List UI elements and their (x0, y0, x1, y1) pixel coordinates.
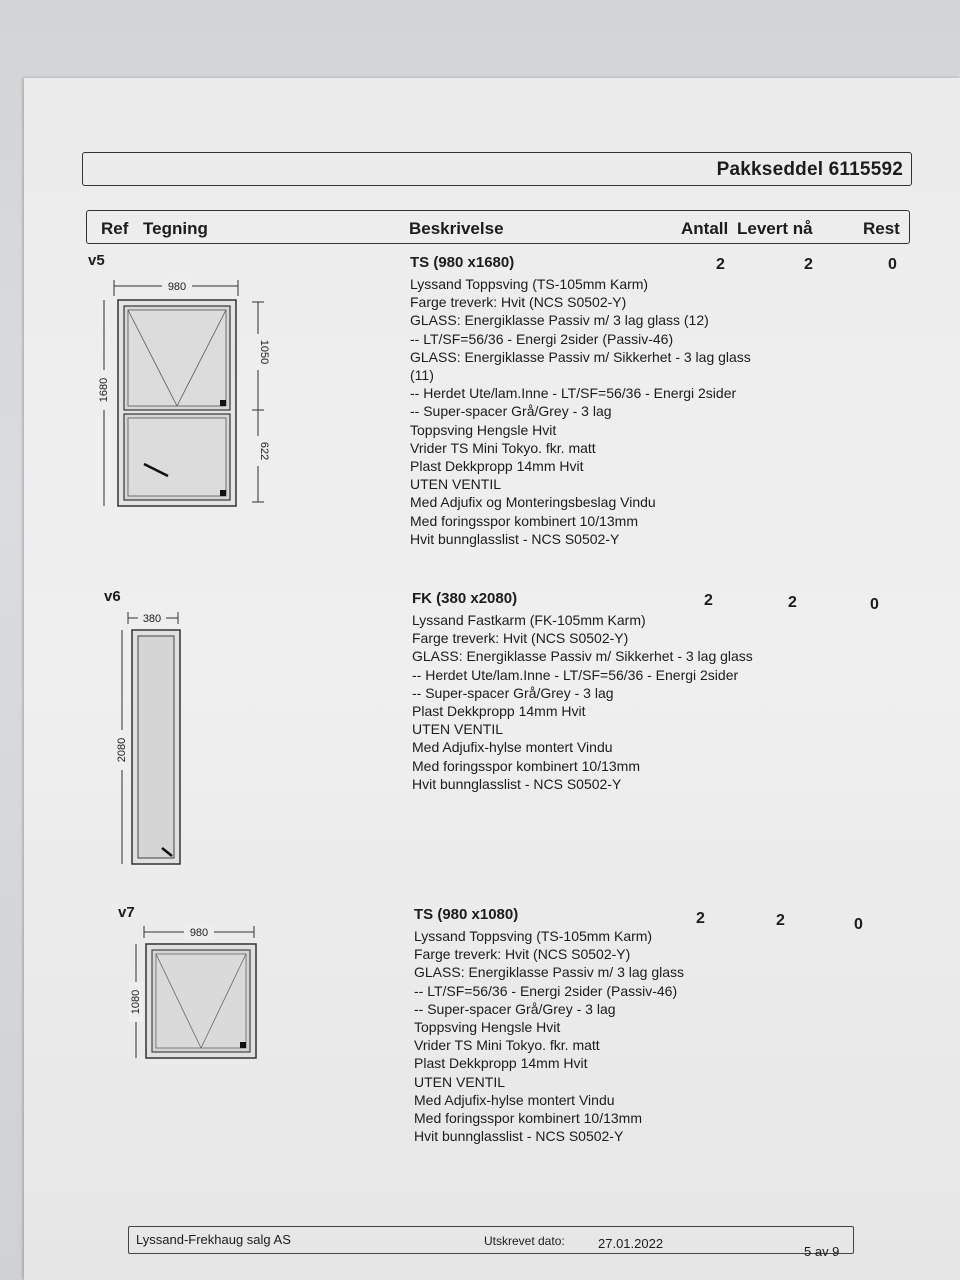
description-line: Lyssand Fastkarm (FK-105mm Karm) (412, 612, 646, 628)
description-line: Farge treverk: Hvit (NCS S0502-Y) (410, 294, 627, 311)
item-ref: v7 (118, 904, 135, 921)
description-line: Lyssand Toppsving (TS-105mm Karm) (414, 928, 653, 944)
description-line: UTEN VENTIL (412, 721, 504, 738)
qty-antall: 2 (696, 910, 705, 927)
description-line: GLASS: Energiklasse Passiv m/ Sikkerhet - 3 lag glass (410, 348, 751, 365)
description-line: GLASS: Energiklasse Passiv m/ 3 lag glass (414, 964, 685, 981)
qty-rest: 0 (854, 916, 863, 933)
description-line: Med Adjufix-hylse montert Vindu (412, 739, 613, 756)
description-line: Lyssand Toppsving (TS-105mm Karm) (410, 276, 649, 292)
description-lines (412, 611, 832, 793)
qty-rest: 0 (888, 256, 897, 273)
height-label: 2080 (116, 737, 128, 763)
description-line: Med foringsspor kombinert 10/13mm (410, 512, 638, 529)
description-line: Farge treverk: Hvit (NCS S0502-Y) (414, 946, 631, 963)
description-line: Med Adjufix-hylse montert Vindu (414, 1091, 615, 1108)
description-line: UTEN VENTIL (414, 1073, 506, 1090)
description-line: Plast Dekkpropp 14mm Hvit (414, 1055, 588, 1072)
description-line: Plast Dekkpropp 14mm Hvit (410, 458, 584, 475)
description-line: Vrider TS Mini Tokyo. fkr. matt (410, 439, 596, 456)
col-antall: Antall (681, 219, 729, 238)
description-line: Hvit bunnglasslist - NCS S0502-Y (410, 530, 620, 547)
item-description-v7 (414, 906, 834, 1145)
height-label: 1080 (130, 989, 142, 1015)
description-line: Med foringsspor kombinert 10/13mm (414, 1110, 642, 1127)
window-drawing-v5 (94, 274, 274, 514)
column-header-row (86, 210, 910, 244)
description-line: GLASS: Energiklasse Passiv m/ 3 lag glass (12) (410, 312, 709, 329)
qty-rest: 0 (870, 596, 879, 613)
description-line: -- Super-spacer Grå/Grey - 3 lag (410, 403, 612, 420)
description-line: -- Herdet Ute/lam.Inne - LT/SF=56/36 - Energi 2sider (412, 666, 739, 683)
description-line: Vrider TS Mini Tokyo. fkr. matt (414, 1037, 600, 1054)
description-line: -- LT/SF=56/36 - Energi 2sider (Passiv-46) (410, 330, 674, 347)
description-line: -- Herdet Ute/lam.Inne - LT/SF=56/36 - Energi 2sider (410, 385, 737, 402)
item-code: FK (380 x2080) (412, 590, 518, 607)
description-line: -- Super-spacer Grå/Grey - 3 lag (412, 684, 614, 701)
description-line: Toppsving Hengsle Hvit (410, 421, 557, 438)
document-page (24, 78, 960, 1280)
description-lines (410, 275, 830, 548)
footer-printed-date: 27.01.2022 (598, 1236, 664, 1251)
lower-height-label: 622 (258, 441, 270, 461)
description-line: Hvit bunnglasslist - NCS S0502-Y (414, 1128, 624, 1145)
item-description-v5 (410, 254, 830, 548)
width-label: 980 (167, 281, 187, 293)
description-line: UTEN VENTIL (410, 476, 502, 493)
width-label: 980 (189, 927, 209, 939)
footer-printed-label: Utskrevet dato: (484, 1234, 565, 1248)
description-line: (11) (410, 367, 434, 384)
col-rest: Rest (863, 219, 900, 238)
footer-company: Lyssand-Frekhaug salg AS (136, 1232, 291, 1247)
description-line: -- LT/SF=56/36 - Energi 2sider (Passiv-46) (414, 982, 678, 999)
footer-page-number: 5 av 9 (804, 1244, 840, 1259)
item-description-v6 (412, 590, 832, 793)
item-code: TS (980 x1080) (414, 906, 519, 923)
col-tegning: Tegning (143, 219, 208, 238)
window-drawing-v7 (124, 922, 264, 1068)
item-code: TS (980 x1680) (410, 254, 515, 271)
item-ref: v5 (88, 252, 105, 269)
item-ref: v6 (104, 588, 121, 605)
description-line: Farge treverk: Hvit (NCS S0502-Y) (412, 630, 629, 647)
window-drawing-v6 (110, 608, 210, 878)
col-ref: Ref (101, 219, 129, 238)
height-label: 1680 (98, 377, 110, 403)
qty-levert: 2 (776, 912, 785, 929)
description-line: GLASS: Energiklasse Passiv m/ Sikkerhet - 3 lag glass (412, 648, 753, 665)
document-title: Pakkseddel 6115592 (716, 159, 903, 180)
col-beskrivelse: Beskrivelse (409, 219, 504, 238)
upper-height-label: 1050 (258, 339, 270, 365)
qty-levert: 2 (804, 256, 813, 273)
width-label: 380 (142, 613, 162, 625)
description-line: Med Adjufix og Monteringsbeslag Vindu (410, 494, 656, 511)
qty-antall: 2 (704, 592, 713, 609)
col-levert: Levert nå (737, 219, 813, 238)
description-line: Toppsving Hengsle Hvit (414, 1019, 561, 1036)
qty-levert: 2 (788, 594, 797, 611)
description-line: Hvit bunnglasslist - NCS S0502-Y (412, 775, 622, 792)
description-line: Med foringsspor kombinert 10/13mm (412, 757, 640, 774)
description-lines (414, 927, 834, 1145)
document-header (82, 152, 912, 186)
description-line: Plast Dekkpropp 14mm Hvit (412, 703, 586, 720)
qty-antall: 2 (716, 256, 725, 273)
description-line: -- Super-spacer Grå/Grey - 3 lag (414, 1000, 616, 1017)
